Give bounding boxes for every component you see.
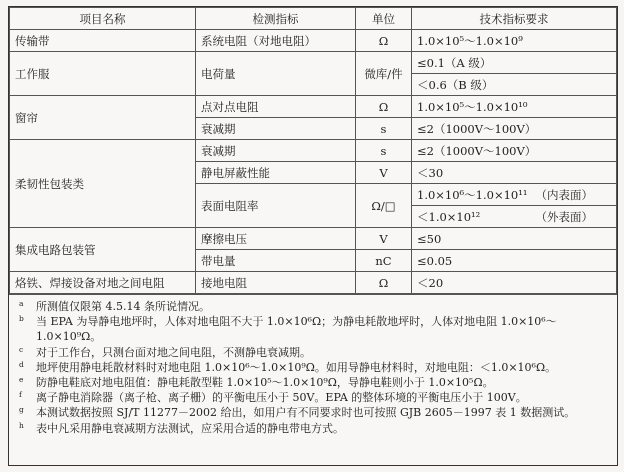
footnotes [9, 294, 617, 436]
header-requirement: 技术指标要求 [412, 8, 617, 30]
footnote [19, 421, 611, 436]
table-row [10, 272, 617, 294]
table-row [10, 140, 617, 162]
unit-cell: s [356, 118, 412, 140]
footnote-text: 对于工作台，只测台面对地之间电阻，不测静电衰减期。 [36, 345, 311, 359]
metric-cell: 点对点电阻 [196, 96, 356, 118]
footnote [19, 375, 611, 390]
header-unit: 单位 [356, 8, 412, 30]
requirement-cell: ＜0.6（B 级） [412, 74, 617, 96]
header-row [10, 8, 617, 30]
table-row [10, 228, 617, 250]
unit-cell: Ω [356, 272, 412, 294]
footnote-text: 表中凡采用静电衰减期方法测试，应采用合适的静电带电方式。 [36, 421, 344, 435]
unit-cell: Ω [356, 30, 412, 52]
unit-cell: V [356, 228, 412, 250]
item-cell: 集成电路包装管 [10, 228, 196, 272]
requirement-cell: ≤50 [412, 228, 617, 250]
metric-cell: 衰减期 [196, 140, 356, 162]
requirement-cell: ≤2（1000V～100V） [412, 118, 617, 140]
unit-cell: Ω/□ [356, 184, 412, 228]
requirement-cell: ≤0.05 [412, 250, 617, 272]
footnote [19, 345, 611, 360]
footnote [19, 405, 611, 420]
footnote-mark: e [19, 375, 24, 385]
requirement-value: ＜1.0×10¹² [417, 209, 481, 224]
metric-cell: 电荷量 [196, 52, 356, 96]
footnote-mark: f [19, 390, 22, 400]
footnote-text: 防静电鞋底对地电阻值：静电耗散型鞋 1.0×10⁵～1.0×10⁹Ω，导静电鞋则小于 1.0×10⁵Ω。 [36, 376, 494, 390]
item-cell: 柔韧性包装类 [10, 140, 196, 228]
unit-cell: nC [356, 250, 412, 272]
table-row [10, 96, 617, 118]
requirement-note: （内表面） [535, 187, 593, 202]
footnote-mark: h [19, 420, 24, 430]
footnote-text: 当 EPA 为导静电地坪时，人体对地电阻不大于 1.0×10⁶Ω；为静电耗散地坪时，人体对地电阻 1.0×10⁶～1.0×10⁹Ω。 [36, 315, 557, 344]
requirement-cell: ＜20 [412, 272, 617, 294]
footnote [19, 390, 611, 405]
requirement-note: （外表面） [535, 209, 593, 224]
footnote-text: 所测值仅限第 4.5.14 条所说情况。 [36, 300, 210, 313]
footnote-mark: c [19, 344, 24, 354]
requirement-cell: ≤2（1000V～100V） [412, 140, 617, 162]
footnote-text: 本测试数据按照 SJ/T 11277－2002 给出，如用户有不同要求时也可按照 GJB 2605－1997 表 1 数据测试。 [36, 406, 576, 420]
footnote-mark: b [19, 314, 24, 324]
requirement-cell [412, 206, 617, 228]
header-metric: 检测指标 [196, 8, 356, 30]
footnote-mark: a [19, 299, 24, 308]
item-cell: 传输带 [10, 30, 196, 52]
unit-cell: s [356, 140, 412, 162]
item-cell: 窗帘 [10, 96, 196, 140]
metric-cell: 接地电阻 [196, 272, 356, 294]
requirement-cell: ≤0.1（A 级） [412, 52, 617, 74]
unit-cell: V [356, 162, 412, 184]
metric-cell: 静电屏蔽性能 [196, 162, 356, 184]
table-row [10, 52, 617, 74]
requirement-cell: ＜30 [412, 162, 617, 184]
requirement-value: 1.0×10⁶～1.0×10¹¹ [417, 187, 528, 202]
unit-cell: 微库/件 [356, 52, 412, 96]
footnote [19, 314, 611, 344]
spec-sheet [8, 6, 618, 466]
requirement-cell [412, 184, 617, 206]
table-row [10, 30, 617, 52]
requirement-cell: 1.0×10⁵～1.0×10⁹ [412, 30, 617, 52]
requirement-cell: 1.0×10⁵～1.0×10¹⁰ [412, 96, 617, 118]
footnote-mark: d [19, 359, 24, 369]
header-item: 项目名称 [10, 8, 196, 30]
footnote-mark: g [19, 405, 24, 415]
metric-cell: 摩擦电压 [196, 228, 356, 250]
metric-cell: 系统电阻（对地电阻） [196, 30, 356, 52]
spec-table [9, 7, 617, 294]
unit-cell: Ω [356, 96, 412, 118]
metric-cell: 表面电阻率 [196, 184, 356, 228]
metric-cell: 衰减期 [196, 118, 356, 140]
footnote-text: 离子静电消除器（离子枪、离子栅）的平衡电压小于 50V。EPA 的整体环境的平衡电压小于 100V。 [36, 391, 527, 405]
footnote [19, 299, 611, 314]
item-cell: 烙铁、焊接设备对地之间电阻 [10, 272, 196, 294]
footnote-text: 地坪使用静电耗散材料时对地电阻 1.0×10⁶～1.0×10⁹Ω。如用导静电材料时，对地电阻：＜1.0×10⁶Ω。 [36, 360, 557, 374]
metric-cell: 带电量 [196, 250, 356, 272]
footnote [19, 360, 611, 375]
item-cell: 工作服 [10, 52, 196, 96]
